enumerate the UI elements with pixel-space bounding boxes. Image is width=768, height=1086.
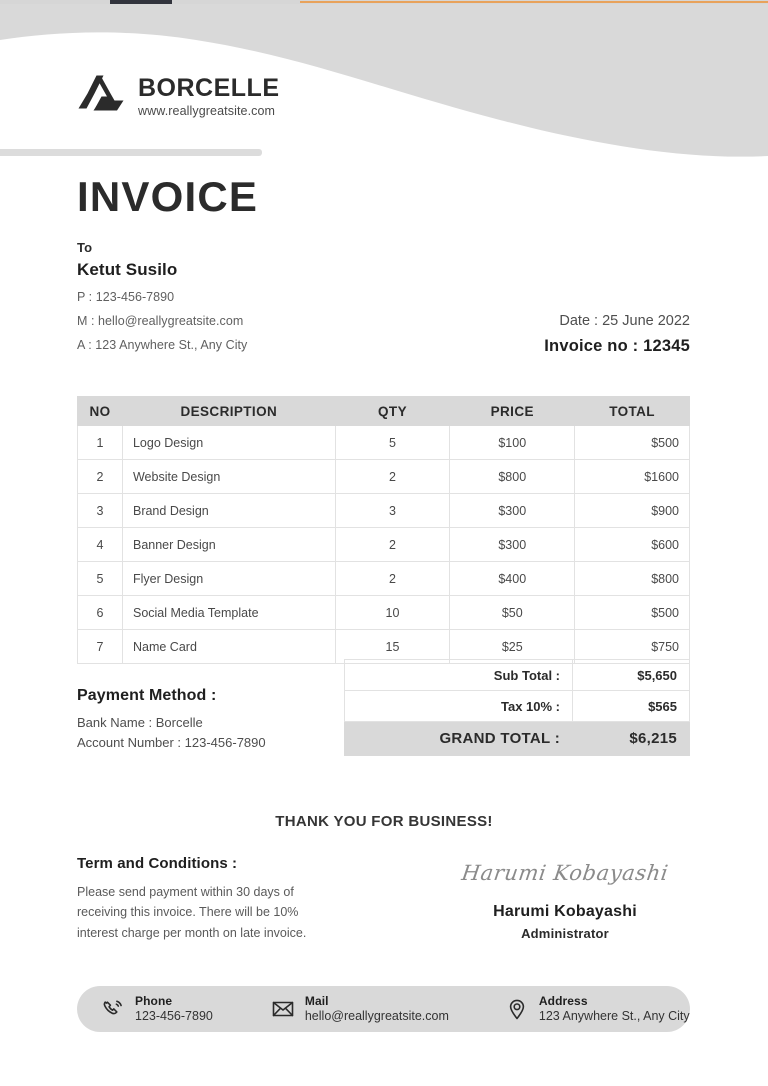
borcelle-triangle-logo-icon: [77, 74, 125, 119]
subtotal-label: Sub Total :: [345, 660, 573, 691]
payment-bank-name: Bank Name : Borcelle: [77, 715, 203, 730]
cell-no: 1: [78, 426, 123, 460]
cell-total: $800: [575, 562, 690, 596]
terms-body: Please send payment within 30 days of receiving this invoice. There will be 10% interest charge per month on late invoice.: [77, 885, 307, 940]
cell-qty: 2: [335, 460, 450, 494]
bill-to-phone: P : 123-456-7890: [77, 290, 175, 304]
brand-logo-block: [77, 72, 280, 119]
cell-price: $400: [450, 562, 575, 596]
cell-description: Banner Design: [122, 528, 335, 562]
footer-address-item: [505, 994, 690, 1024]
payment-method-block: [77, 687, 327, 753]
invoice-totals-table: [344, 659, 690, 756]
cell-no: 5: [78, 562, 123, 596]
table-row: [78, 562, 690, 596]
bill-to-label: To: [77, 240, 93, 255]
column-header-qty: QTY: [335, 397, 450, 426]
table-row: [78, 460, 690, 494]
bill-to-block: [77, 240, 247, 352]
table-header-row: [78, 397, 690, 426]
cell-qty: 2: [335, 562, 450, 596]
cell-price: $300: [450, 494, 575, 528]
cell-no: 7: [78, 630, 123, 664]
tax-value: $565: [573, 691, 690, 722]
cell-total: $600: [575, 528, 690, 562]
grand-total-label: GRAND TOTAL :: [345, 722, 573, 756]
envelope-icon: [271, 997, 295, 1021]
cell-description: Logo Design: [122, 426, 335, 460]
payment-method-title: Payment Method :: [77, 687, 217, 704]
cell-price: $300: [450, 528, 575, 562]
invoice-meta-block: [544, 313, 690, 356]
footer-mail-text: [305, 994, 449, 1024]
table-row: [78, 426, 690, 460]
cell-qty: 5: [335, 426, 450, 460]
cell-no: 2: [78, 460, 123, 494]
footer-phone-label: Phone: [135, 994, 173, 1009]
footer-mail-label: Mail: [304, 994, 329, 1009]
cell-description: Flyer Design: [122, 562, 335, 596]
cell-description: Name Card: [122, 630, 335, 664]
invoice-date: Date : 25 June 2022: [559, 313, 690, 329]
signature-script: Harumi Kobayashi: [460, 861, 670, 885]
column-header-no: NO: [78, 397, 123, 426]
signature-name: Harumi Kobayashi: [493, 903, 637, 921]
cell-total: $900: [575, 494, 690, 528]
subtotal-row: [345, 660, 690, 691]
footer-phone-text: [135, 994, 213, 1024]
phone-icon: [101, 997, 125, 1021]
cell-total: $1600: [575, 460, 690, 494]
invoice-items-table-body: [78, 426, 690, 664]
table-row: [78, 528, 690, 562]
terms-and-conditions-block: [77, 855, 317, 943]
cell-total: $500: [575, 596, 690, 630]
grand-total-row: [345, 722, 690, 756]
cell-no: 4: [78, 528, 123, 562]
cell-qty: 10: [335, 596, 450, 630]
footer-contact-bar: [77, 986, 690, 1032]
bill-to-name: Ketut Susilo: [77, 260, 178, 279]
cell-description: Website Design: [122, 460, 335, 494]
table-row: [78, 596, 690, 630]
footer-mail-item: [271, 994, 449, 1024]
cell-price: $100: [450, 426, 575, 460]
cell-description: Brand Design: [122, 494, 335, 528]
cell-no: 6: [78, 596, 123, 630]
brand-website: www.reallygreatsite.com: [138, 104, 276, 119]
subtotal-value: $5,650: [573, 660, 690, 691]
terms-title: Term and Conditions :: [77, 855, 238, 872]
cell-no: 3: [78, 494, 123, 528]
invoice-items-table: [77, 396, 690, 664]
cell-price: $25: [450, 630, 575, 664]
cell-price: $50: [450, 596, 575, 630]
cell-total: $500: [575, 426, 690, 460]
cell-qty: 15: [335, 630, 450, 664]
column-header-total: TOTAL: [575, 397, 690, 426]
tax-label: Tax 10% :: [345, 691, 573, 722]
payment-account-number: Account Number : 123-456-7890: [77, 734, 266, 750]
cell-qty: 2: [335, 528, 450, 562]
cell-price: $800: [450, 460, 575, 494]
location-pin-icon: [505, 997, 529, 1021]
chrome-accent-line: [300, 1, 768, 3]
cell-description: Social Media Template: [122, 596, 335, 630]
column-header-price: PRICE: [450, 397, 575, 426]
tax-row: [345, 691, 690, 722]
table-row: [78, 494, 690, 528]
footer-phone-value: 123-456-7890: [135, 1008, 213, 1023]
signature-role: Administrator: [521, 926, 609, 942]
footer-mail-value: hello@reallygreatsite.com: [304, 1008, 449, 1023]
column-header-description: DESCRIPTION: [122, 397, 335, 426]
page-title: INVOICE: [77, 173, 259, 220]
grand-total-value: $6,215: [573, 722, 690, 756]
cell-total: $750: [575, 630, 690, 664]
cell-qty: 3: [335, 494, 450, 528]
thank-you-message: THANK YOU FOR BUSINESS!: [275, 813, 493, 830]
invoice-number: Invoice no : 12345: [544, 337, 690, 355]
signature-block: [430, 862, 700, 941]
footer-address-text: [539, 994, 690, 1024]
bill-to-address: A : 123 Anywhere St., Any City: [77, 338, 248, 352]
bill-to-email: M : hello@reallygreatsite.com: [77, 314, 244, 328]
invoice-items-table-head: [78, 397, 690, 426]
footer-address-label: Address: [538, 994, 588, 1009]
header-divider-bar: [0, 149, 262, 156]
footer-address-value: 123 Anywhere St., Any City: [538, 1008, 690, 1023]
footer-phone-item: [101, 994, 213, 1024]
brand-name: BORCELLE: [138, 74, 280, 102]
